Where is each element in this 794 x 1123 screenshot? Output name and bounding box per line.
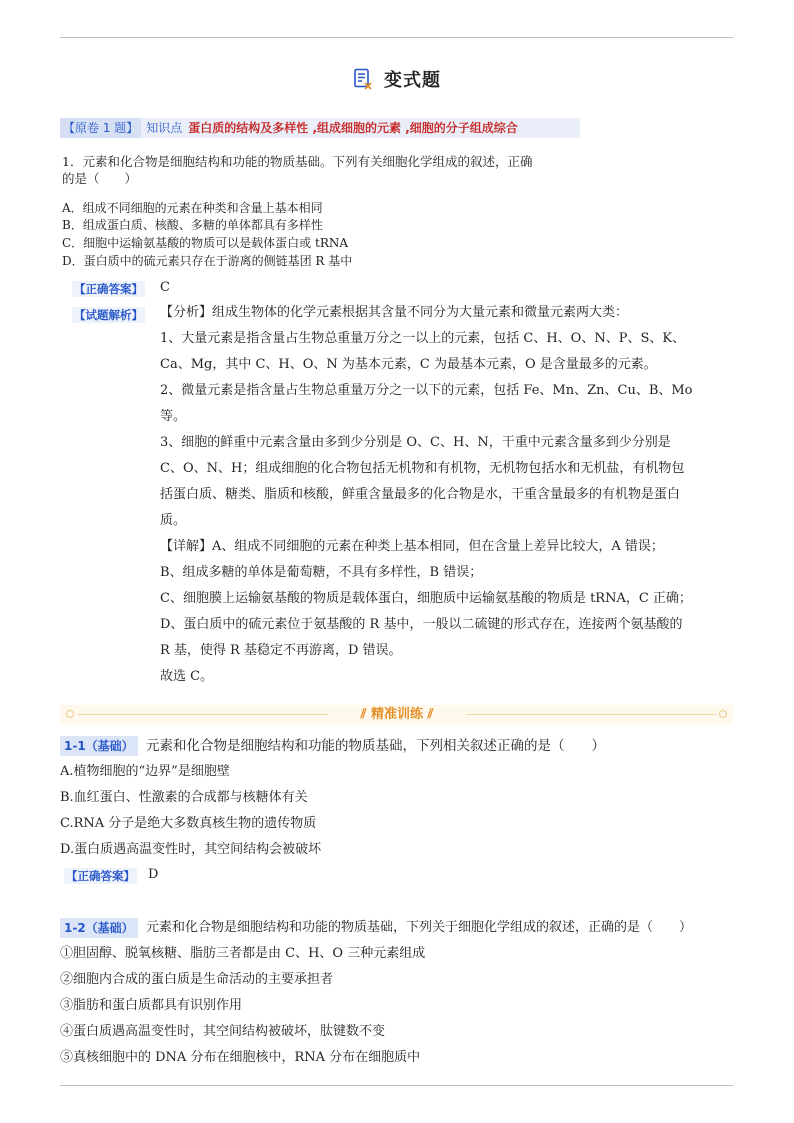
analysis-line: 质。 [160,513,187,528]
knowledge-point-bar [60,118,580,138]
analysis-line: 【详解】A、组成不同细胞的元素在种类上基本相同，但在含量上差异比较大，A 错误； [160,539,664,554]
title-text: 变式题 [384,70,442,91]
practice-statement: ⑤真核细胞中的 DNA 分布在细胞核中，RNA 分布在细胞质中 [60,1050,421,1065]
practice-question-1-1: 元素和化合物是细胞结构和功能的物质基础，下列相关叙述正确的是（ ） [146,738,605,754]
practice-option: B.血红蛋白、性激素的合成都与核糖体有关 [60,790,308,805]
question-stem-line-2: 的是（ ） [62,171,138,186]
double-slash-icon: ⫽ [427,707,434,722]
original-question-tag[interactable]: 【原卷 1 题】 [60,118,141,138]
practice-statement: ④蛋白质遇高温变性时，其空间结构被破坏，肽键数不变 [60,1024,386,1039]
section-title-text: 精准训练 [370,707,423,722]
analysis-line: C、O、N、H；组成细胞的化合物包括无机物和有机物，无机物包括水和无机盐，有机物包 [160,461,685,476]
analysis-body [160,300,730,690]
analysis-line: C、细胞膜上运输氨基酸的物质是载体蛋白，细胞质中运输氨基酸的物质是 tRNA，C 正确； [160,591,692,606]
page-title [0,66,794,92]
analysis-line: 【分析】组成生物体的化学元素根据其含量不同分为大量元素和微量元素两大类： [160,305,629,320]
analysis-line: R 基，使得 R 基稳定不再游离，D 错误。 [160,643,402,658]
analysis-line: 括蛋白质、糖类、脂质和核酸，鲜重含量最多的化合物是水，干重含量最多的有机物是蛋白 [160,487,681,502]
practice-option: D.蛋白质遇高温变性时，其空间结构会被破坏 [60,842,322,857]
option-d: D．蛋白质中的硫元素只存在于游离的侧链基团 R 基中 [62,254,353,268]
section-title [0,705,794,725]
analysis-line: 1、大量元素是指含量占生物总重量万分之一以上的元素，包括 C、H、O、N、P、S、K、 [160,331,686,346]
analysis-line: 故选 C。 [160,669,214,684]
analysis-label: 【试题解析】 [74,308,143,322]
practice-statement: ②细胞内合成的蛋白质是生命活动的主要承担者 [60,972,334,987]
practice-option: A.植物细胞的“边界”是细胞壁 [60,764,230,779]
bottom-rule [60,1085,733,1086]
option-a: A．组成不同细胞的元素在种类和含量上基本相同 [62,201,323,215]
option-c: C．细胞中运输氨基酸的物质可以是载体蛋白或 tRNA [62,236,349,250]
knowledge-point-label: 知识点 [146,121,183,135]
practice-answer-label: 【正确答案】 [66,869,135,883]
practice-answer-value: D [148,867,159,882]
practice-tag-1-2[interactable]: 1-2（基础） [60,918,138,938]
analysis-line: Ca、Mg，其中 C、H、O、N 为基本元素，C 为最基本元素，O 是含量最多的元素。 [160,357,657,372]
analysis-line: 2、微量元素是指含量占生物总重量万分之一以下的元素，包括 Fe、Mn、Zn、Cu、B、Mo [160,383,693,398]
practice-statement: ③脂肪和蛋白质都具有识别作用 [60,998,243,1013]
analysis-line: 3、细胞的鲜重中元素含量由多到少分别是 O、C、H、N，干重中元素含量多到少分别是 [160,435,671,450]
document-edit-icon [353,68,373,90]
practice-statement: ①胆固醇、脱氧核糖、脂肪三者都是由 C、H、O 三种元素组成 [60,946,426,961]
analysis-line: B、组成多糖的单体是葡萄糖，不具有多样性，B 错误； [160,565,483,580]
top-rule [60,37,733,38]
practice-question-1-2: 元素和化合物是细胞结构和功能的物质基础，下列关于细胞化学组成的叙述，正确的是（ ） [146,920,693,935]
answer-value: C [160,280,170,295]
practice-tag-1-1[interactable]: 1-1（基础） [60,736,138,756]
analysis-line: 等。 [160,409,187,424]
knowledge-point-value: 蛋白质的结构及多样性 ,组成细胞的元素 ,细胞的分子组成综合 [188,121,518,135]
answer-label: 【正确答案】 [74,282,143,296]
option-b: B．组成蛋白质、核酸、多糖的单体都具有多样性 [62,218,323,232]
question-stem-line-1: 1．元素和化合物是细胞结构和功能的物质基础。下列有关细胞化学组成的叙述，正确 [62,154,533,169]
analysis-line: D、蛋白质中的硫元素位于氨基酸的 R 基中，一般以二硫键的形式存在，连接两个氨基酸的 [160,617,683,632]
double-slash-icon: ⫽ [360,707,367,722]
practice-option: C.RNA 分子是绝大多数真核生物的遗传物质 [60,816,317,831]
